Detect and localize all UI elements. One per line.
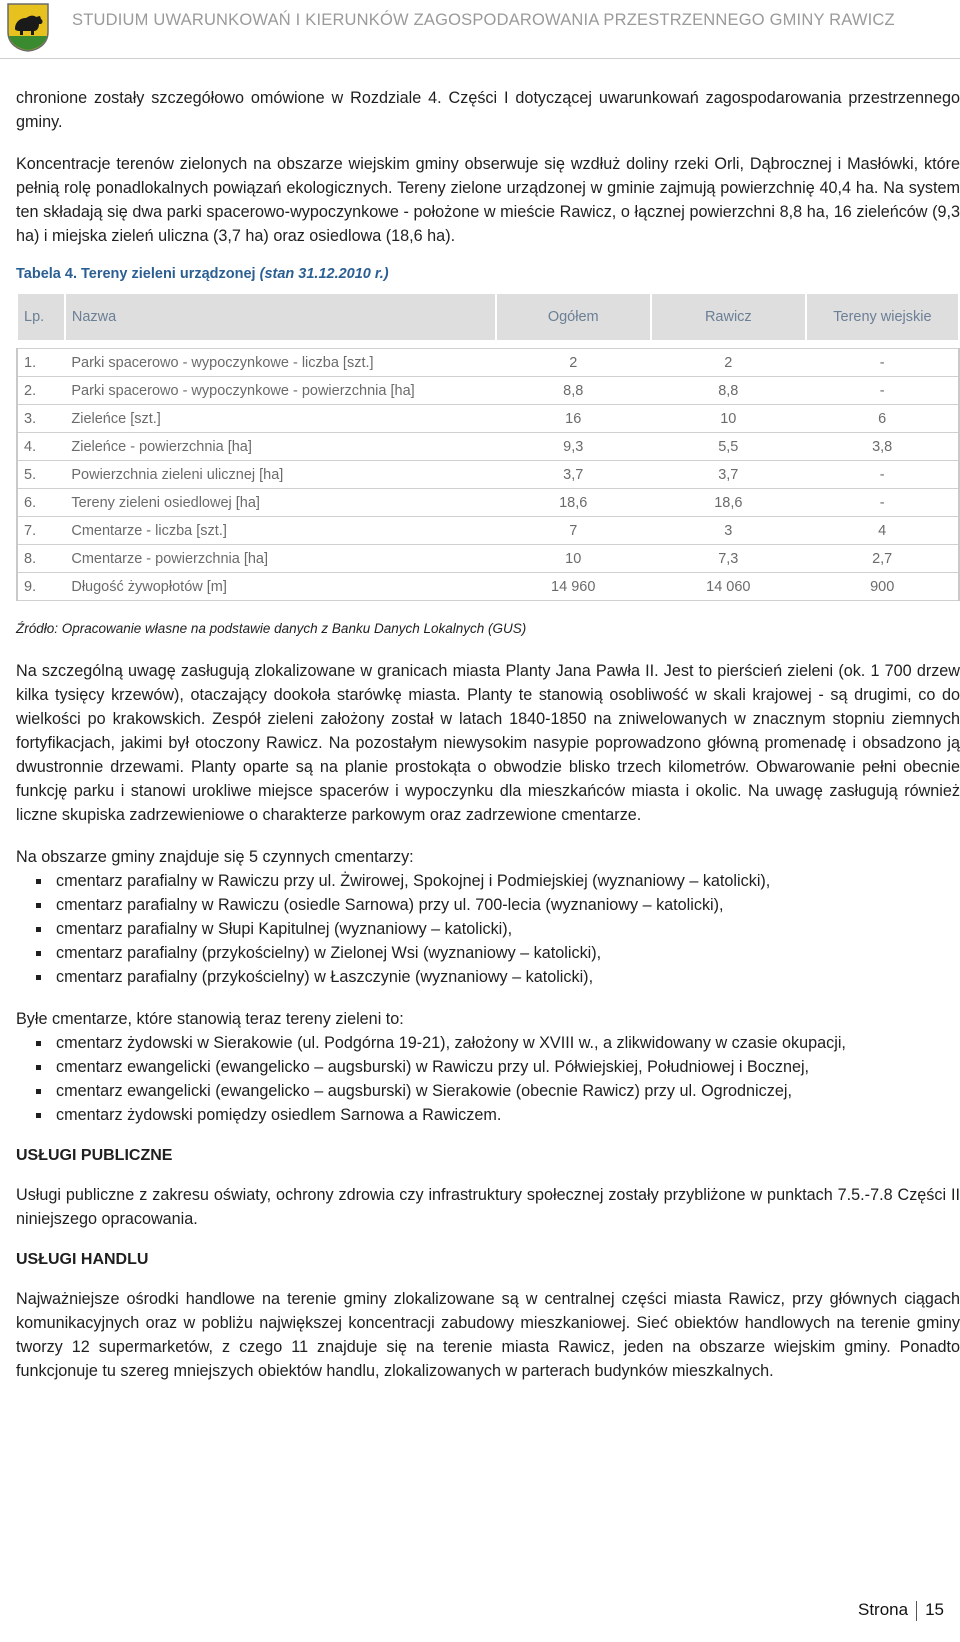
cell-rural: 6: [806, 405, 959, 433]
cell-total: 9,3: [496, 433, 651, 461]
cell-rural: 900: [806, 573, 959, 601]
header-divider: [0, 58, 960, 59]
table-caption-main: Tabela 4. Tereny zieleni urządzonej: [16, 266, 260, 282]
cell-lp: 4.: [17, 433, 65, 461]
former-cemeteries-list: [16, 1031, 960, 1127]
public-services-heading: USŁUGI PUBLICZNE: [16, 1147, 173, 1164]
cell-rawicz: 14 060: [651, 573, 806, 601]
cell-total: 8,8: [496, 377, 651, 405]
cell-rawicz: 3: [651, 517, 806, 545]
cell-total: 18,6: [496, 489, 651, 517]
cell-rawicz: 2: [651, 349, 806, 377]
page-content: [16, 86, 960, 1383]
cell-rawicz: 5,5: [651, 433, 806, 461]
table-row: [17, 517, 959, 545]
cell-name: Długość żywopłotów [m]: [65, 573, 496, 601]
document-title: STUDIUM UWARUNKOWAŃ I KIERUNKÓW ZAGOSPODAROWANIA PRZESTRZENNEGO GMINY RAWICZ: [72, 11, 895, 29]
list-item: cmentarz parafialny (przykościelny) w Łaszczynie (wyznaniowy – katolicki),: [56, 965, 960, 989]
table-caption-date: (stan 31.12.2010 r.): [259, 266, 389, 282]
cell-rural: -: [806, 461, 959, 489]
cell-name: Powierzchnia zieleni ulicznej [ha]: [65, 461, 496, 489]
table-row: [17, 461, 959, 489]
cell-name: Parki spacerowo - wypoczynkowe - liczba [szt.]: [65, 349, 496, 377]
rawicz-crest-bear-icon: [6, 2, 50, 52]
header-total: Ogółem: [496, 293, 651, 341]
list-item: cmentarz parafialny w Słupi Kapitulnej (wyznaniowy – katolicki),: [56, 917, 960, 941]
cell-total: 7: [496, 517, 651, 545]
cell-total: 3,7: [496, 461, 651, 489]
active-cemeteries-list: [16, 869, 960, 989]
trade-text: Najważniejsze ośrodki handlowe na terenie gminy zlokalizowane są w centralnej części miasta Rawicz, przy głównych ciągach komunikacyjnych oraz w pobliżu największej koncentracji zabudowy mieszkaniowej. Sieć obiektów handlowych na terenie gminy tworzy 12 supermarketów, z czego 11 znajduje się na terenie miasta Rawicz, jeden na obszarze wiejskim gminy. Ponadto funkcjonuje tu szereg mniejszych obiektów handlu, zlokalizowanych w parterach budynków mieszkalnych.: [16, 1290, 960, 1380]
cell-rural: -: [806, 489, 959, 517]
cell-lp: 2.: [17, 377, 65, 405]
list-item: cmentarz ewangelicki (ewangelicko – augsburski) w Sierakowie (obecnie Rawicz) przy ul. Ogrodniczej,: [56, 1079, 960, 1103]
paragraph-protected-areas: chronione zostały szczegółowo omówione w Rozdziale 4. Części I dotyczącej uwarunkowań zagospodarowania przestrzennego gminy.: [16, 89, 960, 131]
table-row: [17, 489, 959, 517]
table-source: Źródło: Opracowanie własne na podstawie danych z Banku Danych Lokalnych (GUS): [16, 621, 527, 636]
cell-name: Zieleńce - powierzchnia [ha]: [65, 433, 496, 461]
cell-total: 2: [496, 349, 651, 377]
cell-rawicz: 3,7: [651, 461, 806, 489]
cell-name: Tereny zieleni osiedlowej [ha]: [65, 489, 496, 517]
cell-total: 14 960: [496, 573, 651, 601]
cell-rawicz: 8,8: [651, 377, 806, 405]
cell-rural: 3,8: [806, 433, 959, 461]
list-item: cmentarz żydowski w Sierakowie (ul. Podgórna 19-21), założony w XVIII w., a zlikwidowany w czasie okupacji,: [56, 1031, 960, 1055]
cell-lp: 7.: [17, 517, 65, 545]
page-footer: [858, 1600, 944, 1621]
page-label: Strona: [857, 1600, 909, 1619]
cell-lp: 1.: [17, 349, 65, 377]
cell-rawicz: 10: [651, 405, 806, 433]
list-item: cmentarz ewangelicki (ewangelicko – augsburski) w Rawiczu przy ul. Półwiejskiej, Południowej i Bocznej,: [56, 1055, 960, 1079]
list-item: cmentarz parafialny (przykościelny) w Zielonej Wsi (wyznaniowy – katolicki),: [56, 941, 960, 965]
paragraph-planty: Na szczególną uwagę zasługują zlokalizowane w granicach miasta Planty Jana Pawła II. Jest to pierścień zieleni (ok. 1 700 drzew kilka tysięcy krzewów), otaczający dookoła starówkę miasta. Planty te stanowią osobliwość w skali krajowej - są drugimi, co do wielkości po krakowskich. Zespół zieleni założony został w latach 1840-1850 na zniwelowanych w znacznym stopniu ziemnych fortyfikacjach, jakimi był otoczony Rawicz. Na pozostałym niewysokim nasypie poprowadzono główną promenadę i obsadzono ją dwustronnie drzewami. Planty oparte są na planie prostokąta o obwodzie blisko trzech kilometrów. Obwarowanie pełni obecnie funkcję parku i stanowi urokliwe miejsce spacerów i wypoczynku dla mieszkańców miasta i okolic. Na uwagę zasługują również liczne skupiska zadrzewieniowe o charakterze parkowym oraz zadrzewione cmentarze.: [16, 662, 960, 824]
cell-lp: 8.: [17, 545, 65, 573]
cell-lp: 6.: [17, 489, 65, 517]
cell-rural: -: [806, 377, 959, 405]
cell-name: Cmentarze - powierzchnia [ha]: [65, 545, 496, 573]
table-row: [17, 349, 959, 377]
table-header-row: [17, 293, 959, 341]
cell-rural: 4: [806, 517, 959, 545]
trade-heading: USŁUGI HANDLU: [16, 1251, 149, 1268]
paragraph-green-areas: Koncentracje terenów zielonych na obszarze wiejskim gminy obserwuje się wzdłuż doliny rzeki Orli, Dąbrocznej i Masłówki, które pełnią rolę ponadlokalnych powiązań ekologicznych. Tereny zielone urządzonej w gminie zajmują powierzchnię 40,4 ha. Na system ten składają się dwa parki spacerowo-wypoczynkowe - położone w mieście Rawicz, o łącznej powierzchni 8,8 ha, 16 zieleńców (9,3 ha) i miejska zieleń uliczna (3,7 ha) oraz osiedlowa (18,6 ha).: [16, 155, 960, 245]
former-cemeteries-intro: Byłe cmentarze, które stanowią teraz tereny zieleni to:: [16, 1010, 404, 1028]
header-rural: Tereny wiejskie: [806, 293, 959, 341]
cell-lp: 5.: [17, 461, 65, 489]
cell-lp: 9.: [17, 573, 65, 601]
table-caption: [16, 266, 960, 282]
cell-rural: -: [806, 349, 959, 377]
cell-lp: 3.: [17, 405, 65, 433]
table-row: [17, 405, 959, 433]
list-item: cmentarz żydowski pomiędzy osiedlem Sarnowa a Rawiczem.: [56, 1103, 960, 1127]
cell-rawicz: 7,3: [651, 545, 806, 573]
page-header: [0, 0, 960, 58]
cell-name: Parki spacerowo - wypoczynkowe - powierzchnia [ha]: [65, 377, 496, 405]
public-services-text: Usługi publiczne z zakresu oświaty, ochrony zdrowia czy infrastruktury społecznej zostały przybliżone w punktach 7.5.-7.8 Części II niniejszego opracowania.: [16, 1186, 960, 1228]
cell-rawicz: 18,6: [651, 489, 806, 517]
table-row: [17, 433, 959, 461]
table-row: [17, 545, 959, 573]
table-row: [17, 377, 959, 405]
cell-total: 16: [496, 405, 651, 433]
table-row: [17, 573, 959, 601]
header-rawicz: Rawicz: [651, 293, 806, 341]
green-areas-table: [16, 292, 960, 601]
list-item: cmentarz parafialny w Rawiczu przy ul. Żwirowej, Spokojnej i Podmiejskiej (wyznaniowy – katolicki),: [56, 869, 960, 893]
footer-separator: [916, 1601, 917, 1621]
page-number: 15: [925, 1600, 944, 1619]
cell-total: 10: [496, 545, 651, 573]
header-lp: Lp.: [17, 293, 65, 341]
list-item: cmentarz parafialny w Rawiczu (osiedle Sarnowa) przy ul. 700-lecia (wyznaniowy – katolicki),: [56, 893, 960, 917]
cell-rural: 2,7: [806, 545, 959, 573]
cell-name: Cmentarze - liczba [szt.]: [65, 517, 496, 545]
active-cemeteries-intro: Na obszarze gminy znajduje się 5 czynnych cmentarzy:: [16, 848, 414, 866]
cell-name: Zieleńce [szt.]: [65, 405, 496, 433]
header-name: Nazwa: [65, 293, 496, 341]
